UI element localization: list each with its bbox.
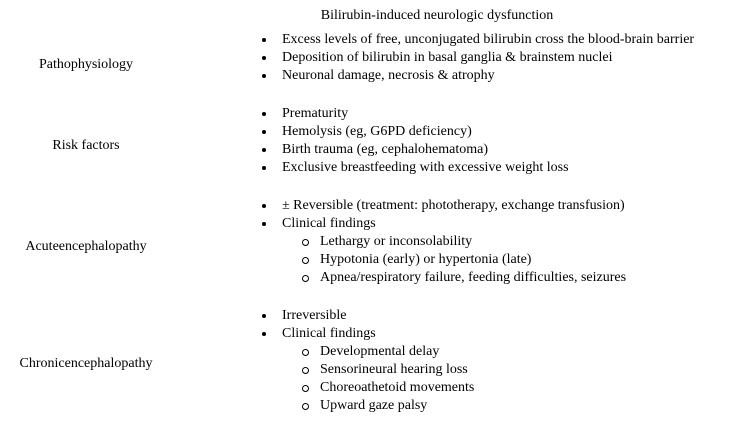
bullet-icon [262,31,282,42]
list-item [172,31,756,49]
list-item-text: Lethargy or inconsolability [320,234,473,249]
list-item-text: Upward gaze palsy [320,398,428,413]
list-item-text: Irreversible [282,308,347,323]
list-item [172,159,756,177]
list-item [172,123,756,141]
bullet-icon [262,49,282,60]
list-subitem [172,361,756,379]
row-label: Chronicencephalopathy [19,356,153,371]
row-content [172,297,756,421]
list-item-text: Hypotonia (early) or hypertonia (late) [320,252,532,267]
list-item-text: Clinical findings [282,216,376,231]
list-item-text: Neuronal damage, necrosis & atrophy [282,68,495,83]
bullet-icon [262,159,282,170]
bullet-icon [262,141,282,152]
list-item [172,105,756,123]
bullet-icon [262,215,282,226]
row-label: Pathophysiology [38,57,134,72]
list-item-text: Prematurity [282,106,349,121]
row-label-cell [0,187,172,297]
list-item-text: Exclusive breastfeeding with excessive weight loss [282,160,569,175]
row-content [172,25,756,95]
bullet-icon [262,307,282,318]
table-row [0,297,756,421]
table-title: Bilirubin-induced neurologic dysfunction [320,8,554,23]
row-label-cell [0,95,172,187]
list-item-text: Choreoathetoid movements [320,380,475,395]
circle-bullet-icon [302,397,320,410]
circle-bullet-icon [302,343,320,356]
bullet-icon [262,123,282,134]
list-item-text: ± Reversible (treatment: phototherapy, exchange transfusion) [282,198,625,213]
list-item-text: Clinical findings [282,326,376,341]
list-item-text: Apnea/respiratory failure, feeding difficulties, seizures [320,270,627,285]
list-subitem [172,379,756,397]
list-subitem [172,233,756,251]
row-label-cell [0,25,172,95]
list-item-text: Deposition of bilirubin in basal ganglia & brainstem nuclei [282,50,613,65]
table-row [0,187,756,297]
list-item [172,141,756,159]
list-item-text: Birth trauma (eg, cephalohematoma) [282,142,489,157]
bullet-icon [262,197,282,208]
table-row [0,95,756,187]
list-item-text: Sensorineural hearing loss [320,362,468,377]
list-item [172,307,756,325]
list-item [172,215,756,233]
list-subitem [172,251,756,269]
row-content [172,187,756,297]
table-row [0,25,756,95]
circle-bullet-icon [302,269,320,282]
circle-bullet-icon [302,379,320,392]
list-subitem [172,269,756,287]
list-item-text: Hemolysis (eg, G6PD deficiency) [282,124,472,139]
row-label: Acuteencephalopathy [25,239,147,254]
bullet-icon [262,67,282,78]
bullet-icon [262,325,282,336]
circle-bullet-icon [302,361,320,374]
list-item [172,325,756,343]
circle-bullet-icon [302,233,320,246]
bullet-icon [262,105,282,116]
list-item-text: Developmental delay [320,344,440,359]
list-item [172,49,756,67]
list-item [172,67,756,85]
list-item-text: Excess levels of free, unconjugated bilirubin cross the blood-brain barrier [282,32,695,47]
list-subitem [172,343,756,361]
list-subitem [172,397,756,415]
row-label: Risk factors [52,138,120,153]
circle-bullet-icon [302,251,320,264]
list-item [172,197,756,215]
row-label-cell [0,297,172,421]
row-content [172,95,756,187]
